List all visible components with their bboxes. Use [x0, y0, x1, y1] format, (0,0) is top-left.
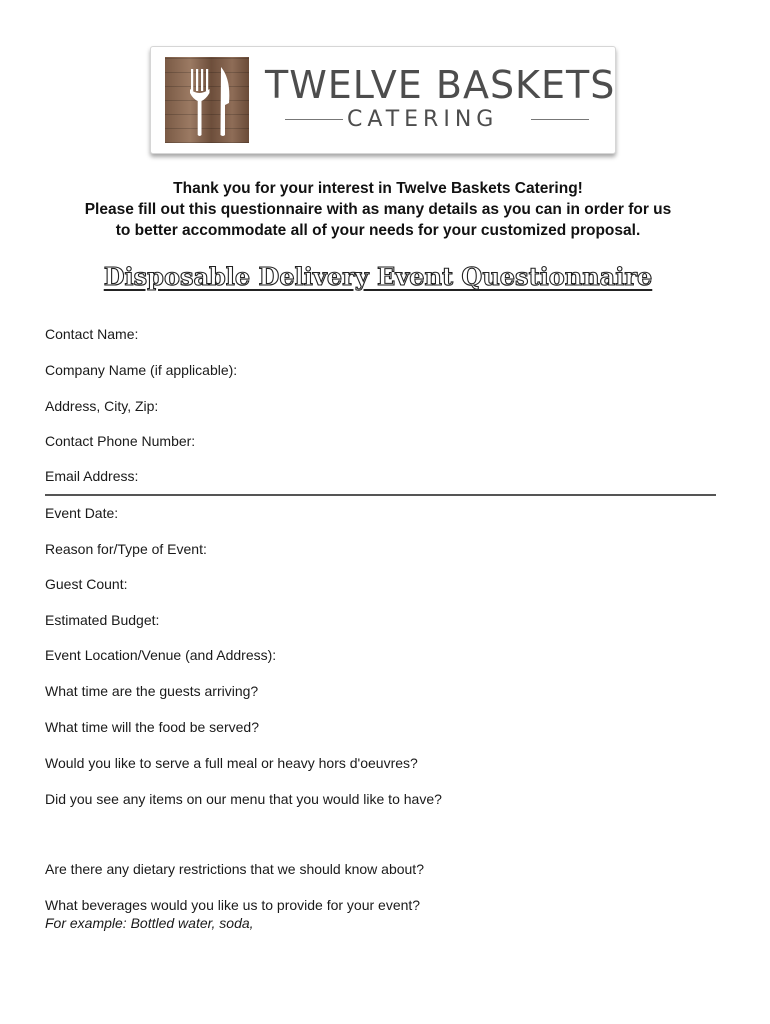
field-company-name: Company Name (if applicable): [45, 362, 238, 378]
field-event-type: Reason for/Type of Event: [45, 541, 207, 557]
field-meal-type: Would you like to serve a full meal or heavy hors d'oeuvres? [45, 755, 418, 771]
intro-text [20, 178, 736, 241]
beverage-example: For example: Bottled water, soda, [45, 915, 254, 931]
divider-line-right [531, 119, 589, 120]
field-phone: Contact Phone Number: [45, 433, 196, 449]
field-address: Address, City, Zip: [45, 398, 159, 414]
divider-line-left [285, 119, 343, 120]
field-contact-name: Contact Name: [45, 326, 139, 342]
company-logo [150, 46, 616, 154]
page-title: Disposable Delivery Event Questionnaire [103, 262, 653, 291]
field-budget: Estimated Budget: [45, 612, 160, 628]
field-email: Email Address: [45, 468, 139, 484]
field-venue: Event Location/Venue (and Address): [45, 647, 277, 663]
field-menu-items: Did you see any items on our menu that you would like to have? [45, 791, 442, 807]
intro-line-2: Please fill out this questionnaire with as many details as you can in order for us [84, 201, 672, 218]
fork-knife-icon [165, 57, 249, 143]
intro-line-1: Thank you for your interest in Twelve Baskets Catering! [173, 180, 583, 197]
field-guest-count: Guest Count: [45, 576, 128, 592]
field-beverages: What beverages would you like us to provide for your event? [45, 897, 421, 913]
intro-line-3: to better accommodate all of your needs for your customized proposal. [115, 222, 641, 239]
field-dietary: Are there any dietary restrictions that we should know about? [45, 861, 424, 877]
brand-subtitle: CATERING [347, 107, 499, 132]
section-divider [45, 494, 716, 496]
field-arrival-time: What time are the guests arriving? [45, 683, 259, 699]
field-event-date: Event Date: [45, 505, 119, 521]
wood-panel [165, 57, 249, 143]
field-serve-time: What time will the food be served? [45, 719, 259, 735]
brand-name: TWELVE BASKETS [265, 63, 616, 107]
